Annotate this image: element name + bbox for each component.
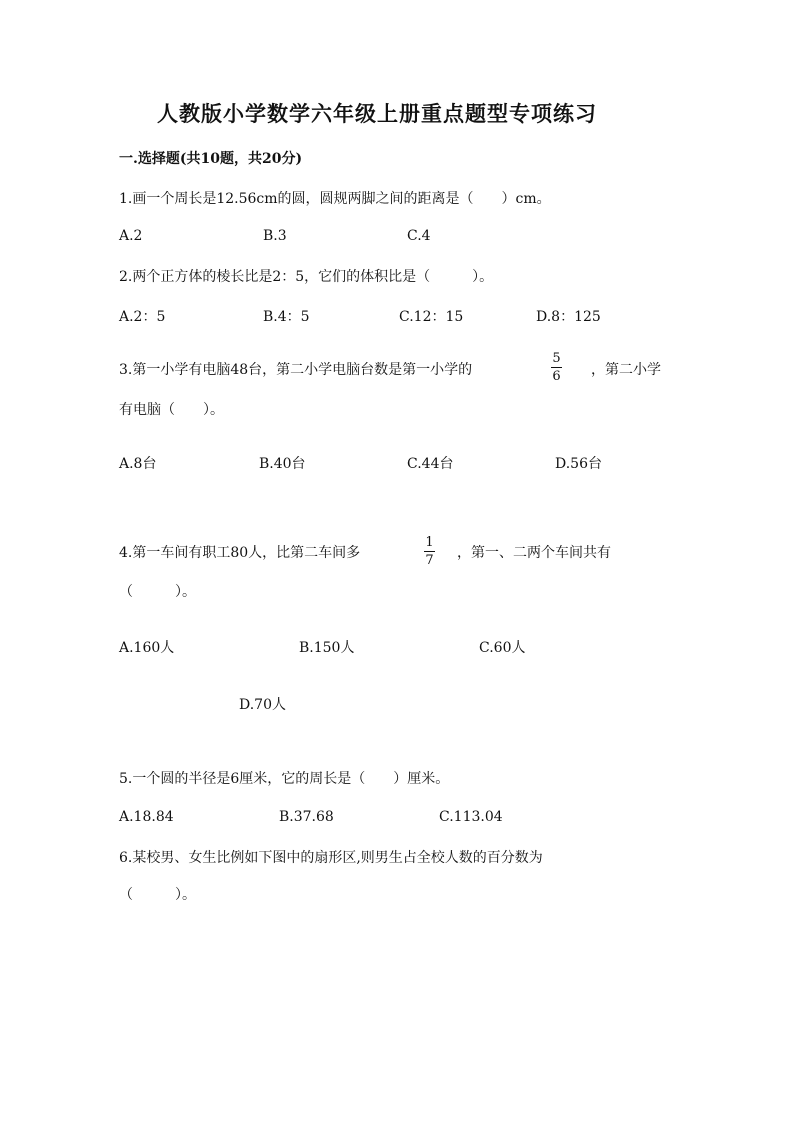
question-6-line2: （ ）。 bbox=[119, 887, 196, 903]
question-1-option-b[interactable]: B.3 bbox=[263, 228, 287, 244]
question-3-option-c[interactable]: C.44台 bbox=[407, 456, 454, 472]
question-3-line2: 有电脑（ ）。 bbox=[119, 402, 224, 418]
question-4-option-b[interactable]: B.150人 bbox=[299, 640, 355, 656]
question-6-text: 6.某校男、女生比例如下图中的扇形区,则男生占全校人数的百分数为 bbox=[119, 850, 543, 866]
fraction-denominator: 6 bbox=[552, 369, 561, 384]
question-3-text: 3.第一小学有电脑48台，第二小学电脑台数是第一小学的 bbox=[119, 362, 473, 378]
question-3-fraction bbox=[551, 351, 562, 384]
fraction-numerator: 5 bbox=[552, 351, 561, 366]
question-5-option-b[interactable]: B.37.68 bbox=[279, 809, 334, 825]
question-2-option-b[interactable]: B.4：5 bbox=[263, 309, 310, 325]
question-4-text: 4.第一车间有职工80人，比第二车间多 bbox=[119, 545, 361, 561]
question-4-option-a[interactable]: A.160人 bbox=[119, 640, 175, 656]
question-4-fraction bbox=[424, 535, 435, 568]
question-4-text-after: ，第一、二两个车间共有 bbox=[457, 545, 611, 561]
question-1-text: 1.画一个周长是12.56cm的圆，圆规两脚之间的距离是（ ）cm。 bbox=[119, 191, 551, 207]
question-5-option-c[interactable]: C.113.04 bbox=[439, 809, 503, 825]
question-4-option-c[interactable]: C.60人 bbox=[479, 640, 526, 656]
question-3-option-b[interactable]: B.40台 bbox=[259, 456, 306, 472]
fraction-denominator: 7 bbox=[425, 553, 434, 568]
fraction-numerator: 1 bbox=[425, 535, 434, 550]
question-3-option-d[interactable]: D.56台 bbox=[555, 456, 602, 472]
page-title: 人教版小学数学六年级上册重点题型专项练习 bbox=[157, 101, 597, 126]
question-1-option-c[interactable]: C.4 bbox=[407, 228, 431, 244]
question-4-line2: （ ）。 bbox=[119, 584, 196, 600]
question-3-text-after: ，第二小学 bbox=[591, 362, 661, 378]
question-2-option-a[interactable]: A.2：5 bbox=[119, 309, 166, 325]
question-5-text: 5.一个圆的半径是6厘米，它的周长是（ ）厘米。 bbox=[119, 771, 450, 787]
fraction-bar bbox=[424, 551, 435, 552]
section-heading: 一.选择题(共10题，共20分) bbox=[119, 151, 303, 167]
question-5-option-a[interactable]: A.18.84 bbox=[119, 809, 174, 825]
question-2-text: 2.两个正方体的棱长比是2：5，它们的体积比是（ ）。 bbox=[119, 269, 494, 285]
question-3-option-a[interactable]: A.8台 bbox=[119, 456, 157, 472]
question-4-option-d[interactable]: D.70人 bbox=[239, 697, 286, 713]
question-2-option-c[interactable]: C.12：15 bbox=[399, 309, 464, 325]
question-1-option-a[interactable]: A.2 bbox=[119, 228, 143, 244]
question-2-option-d[interactable]: D.8：125 bbox=[536, 309, 601, 325]
fraction-bar bbox=[551, 367, 562, 368]
